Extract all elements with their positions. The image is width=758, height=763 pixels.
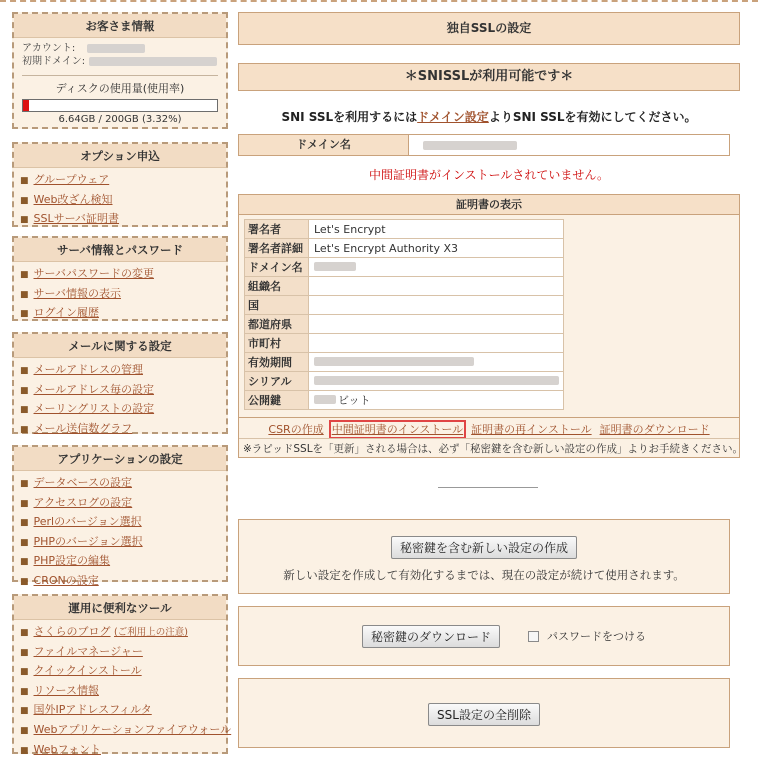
sidebar-item-mailing-list[interactable] — [20, 400, 226, 420]
options-panel — [12, 142, 228, 227]
redacted-value — [314, 376, 559, 385]
delete-all-ssl-button[interactable]: SSL設定の全削除 — [428, 703, 540, 726]
bullet-icon: ■ — [20, 518, 29, 529]
create-csr-link[interactable]: CSRの作成 — [268, 423, 324, 436]
sidebar-item-resource-info[interactable] — [20, 682, 226, 702]
bullet-icon: ■ — [20, 176, 29, 186]
tools-title: 運用に便利なツール — [14, 596, 226, 620]
server-info-title: サーバ情報とパスワード — [14, 238, 226, 262]
cert-field-value — [309, 258, 564, 277]
password-checkbox[interactable] — [528, 628, 646, 644]
divider — [22, 75, 218, 76]
sidebar-item-groupware[interactable] — [20, 171, 226, 191]
intermediate-cert-warning: 中間証明書がインストールされていません。 — [368, 168, 610, 182]
bullet-icon: ■ — [20, 215, 29, 226]
sidebar-item-perl-version[interactable] — [20, 513, 226, 533]
domain-name-redacted — [423, 141, 517, 150]
sidebar-link[interactable]: リソース情報 — [33, 683, 99, 697]
domain-name-value — [409, 135, 729, 155]
disk-usage-bar — [22, 99, 218, 112]
install-intermediate-cert-link[interactable]: 中間証明書のインストール — [331, 423, 464, 436]
sidebar-item-php-version[interactable] — [20, 533, 226, 553]
app-settings-title: アプリケーションの設定 — [14, 447, 226, 471]
sidebar-item-access-log[interactable] — [20, 494, 226, 514]
certificate-table — [244, 219, 564, 410]
table-row — [245, 296, 564, 315]
bullet-icon: ■ — [20, 366, 29, 376]
bullet-icon: ■ — [20, 667, 29, 678]
page-title: 独自SSLの設定 — [238, 12, 740, 45]
app-settings-panel — [12, 445, 228, 587]
bullet-icon: ■ — [20, 686, 29, 697]
sidebar-link[interactable]: Perlのバージョン選択 — [33, 515, 142, 529]
certificate-title: 証明書の表示 — [239, 195, 739, 215]
sidebar-item-server-info[interactable] — [20, 285, 226, 305]
download-key-panel — [238, 606, 730, 666]
redacted-value — [314, 357, 474, 366]
cert-field-label: 公開鍵 — [245, 391, 309, 410]
sidebar-link[interactable]: メール送信数グラフ — [33, 421, 133, 435]
bullet-icon: ■ — [20, 725, 29, 736]
sidebar-item-ip-filter[interactable] — [20, 701, 226, 721]
cert-field-value — [309, 315, 564, 334]
certificate-actions — [239, 417, 739, 437]
sidebar-item-waf[interactable] — [20, 721, 232, 741]
create-settings-description: 新しい設定を作成して有効化するまでは、現在の設定が続けて使用されます。 — [283, 568, 685, 582]
sidebar-link[interactable]: サーバ情報の表示 — [33, 286, 121, 300]
certificate-panel — [238, 194, 744, 458]
sidebar-item-ssl-certificate[interactable] — [20, 210, 226, 230]
cert-field-value — [309, 296, 564, 315]
sidebar-link[interactable]: データベースの設定 — [33, 476, 132, 489]
cert-field-value: Let's Encrypt Authority X3 — [309, 239, 564, 258]
cert-field-label: 有効期間 — [245, 353, 309, 372]
sni-msg-text: SNI SSLを利用するには — [281, 110, 418, 124]
cert-field-label: 署名者 — [245, 220, 309, 239]
bullet-icon: ■ — [20, 289, 29, 300]
table-row — [245, 220, 564, 239]
bullet-icon: ■ — [20, 537, 29, 548]
bullet-icon: ■ — [20, 405, 29, 416]
blog-usage-note-link[interactable]: (ご利用上の注意) — [114, 627, 188, 638]
cert-field-value — [309, 353, 564, 372]
bullet-icon: ■ — [20, 498, 29, 509]
redacted-value — [314, 262, 356, 271]
sni-ssl-message — [238, 108, 740, 125]
password-checkbox-label: パスワードをつける — [547, 630, 646, 643]
cert-field-label: 都道府県 — [245, 315, 309, 334]
bullet-icon: ■ — [20, 647, 29, 658]
tools-panel — [12, 594, 232, 756]
sidebar-link[interactable]: メーリングリストの設定 — [33, 402, 155, 416]
account-label: アカウント: — [22, 43, 76, 54]
section-divider — [438, 487, 538, 488]
create-new-settings-button[interactable]: 秘密鍵を含む新しい設定の作成 — [391, 536, 577, 559]
bullet-icon: ■ — [20, 309, 29, 320]
table-row — [245, 315, 564, 334]
table-row — [245, 334, 564, 353]
sidebar-link[interactable]: Web改ざん検知 — [33, 192, 113, 206]
sidebar-item-change-password[interactable] — [20, 265, 226, 285]
sidebar-link[interactable]: ログイン履歴 — [33, 306, 99, 320]
sidebar-link[interactable]: 国外IPアドレスフィルタ — [33, 703, 152, 717]
cert-field-label: 署名者詳細 — [245, 239, 309, 258]
bullet-icon: ■ — [20, 479, 29, 489]
cert-field-value — [309, 372, 564, 391]
sidebar-item-login-history[interactable] — [20, 304, 226, 324]
account-value-redacted — [87, 44, 145, 53]
domain-name-label: ドメイン名 — [239, 135, 409, 155]
sidebar-item-quick-install[interactable] — [20, 662, 226, 682]
delete-all-panel — [238, 678, 730, 748]
sidebar-item-web-tamper-detection[interactable] — [20, 191, 226, 211]
sni-msg-text: よりSNI SSLを有効にしてください。 — [488, 110, 697, 124]
sidebar-item-php-config[interactable] — [20, 552, 226, 572]
options-title: オプション申込 — [14, 144, 226, 168]
sidebar-link[interactable]: さくらのブログ — [33, 625, 111, 638]
rapid-ssl-note: ※ラピッドSSLを「更新」される場合は、必ず「秘密鍵を含む新しい設定の作成」よりお手続きください。 — [239, 438, 739, 456]
account-row — [22, 42, 218, 55]
sidebar-item-sakura-blog[interactable] — [20, 623, 226, 643]
cert-field-label: 市町村 — [245, 334, 309, 353]
cert-field-value — [309, 334, 564, 353]
disk-usage-label: ディスクの使用量(使用率) — [55, 82, 185, 95]
sidebar-item-database[interactable] — [20, 474, 226, 494]
sidebar-item-cron[interactable] — [20, 572, 226, 592]
disk-usage-value: 6.64GB / 200GB (3.32%) — [58, 114, 182, 125]
sidebar-link[interactable]: PHPのバージョン選択 — [33, 534, 143, 548]
sidebar-link[interactable]: SSLサーバ証明書 — [33, 212, 120, 226]
sidebar-item-mail-send-graph[interactable] — [20, 420, 226, 440]
sidebar-link[interactable]: クイックインストール — [33, 664, 142, 678]
bullet-icon: ■ — [20, 557, 29, 568]
cert-field-label: ドメイン名 — [245, 258, 309, 277]
top-dashed-border — [0, 0, 758, 2]
disk-usage-fill — [23, 100, 29, 111]
sidebar-link[interactable]: サーバパスワードの変更 — [33, 267, 154, 280]
cert-field-value — [309, 391, 564, 410]
mail-settings-panel — [12, 332, 228, 434]
initial-domain-label: 初期ドメイン: — [22, 56, 86, 67]
bullet-icon: ■ — [20, 424, 29, 435]
sidebar-link[interactable]: アクセスログの設定 — [33, 495, 133, 509]
redacted-value — [314, 395, 336, 404]
reinstall-cert-link[interactable]: 証明書の再インストール — [471, 423, 592, 436]
sidebar-link[interactable]: グループウェア — [33, 173, 110, 186]
bullet-icon: ■ — [20, 385, 29, 396]
mail-settings-title: メールに関する設定 — [14, 334, 226, 358]
bullet-icon: ■ — [20, 745, 29, 756]
cert-field-label: シリアル — [245, 372, 309, 391]
sidebar-link[interactable]: メールアドレスの管理 — [33, 363, 143, 376]
bullet-icon: ■ — [20, 576, 29, 587]
bullet-icon: ■ — [20, 270, 29, 280]
cert-field-label: 国 — [245, 296, 309, 315]
create-settings-panel — [238, 519, 730, 594]
sidebar-link[interactable]: Webアプリケーションファイアウォール — [33, 722, 232, 736]
domain-settings-link[interactable]: ドメイン設定 — [417, 110, 489, 124]
sidebar-link[interactable]: メールアドレス毎の設定 — [33, 382, 154, 396]
server-info-panel — [12, 236, 228, 321]
sni-ssl-banner: ＊SNISSLが利用可能です＊ — [238, 63, 740, 91]
table-row — [245, 391, 564, 410]
initial-domain-value-redacted — [89, 57, 217, 66]
download-cert-link[interactable]: 証明書のダウンロード — [599, 423, 710, 436]
sidebar-link[interactable]: PHP設定の編集 — [33, 554, 111, 568]
download-private-key-button[interactable]: 秘密鍵のダウンロード — [362, 625, 500, 648]
table-row — [245, 258, 564, 277]
cert-field-label: 組織名 — [245, 277, 309, 296]
sidebar-item-mail-address-manage[interactable] — [20, 361, 226, 381]
customer-info-title: お客さま情報 — [14, 14, 226, 38]
sidebar-link[interactable]: ファイルマネージャー — [33, 644, 143, 658]
public-key-unit: ビット — [338, 394, 371, 407]
bullet-icon: ■ — [20, 195, 29, 206]
checkbox-icon[interactable] — [528, 631, 539, 642]
domain-row — [22, 55, 218, 68]
sidebar-link[interactable]: CRONの設定 — [33, 573, 99, 587]
domain-name-row — [238, 134, 730, 156]
table-row — [245, 353, 564, 372]
sidebar-item-mail-address-settings[interactable] — [20, 381, 226, 401]
sidebar-item-file-manager[interactable] — [20, 643, 226, 663]
sidebar-link[interactable]: Webフォント — [33, 742, 101, 756]
customer-info-panel — [12, 12, 228, 129]
bullet-icon: ■ — [20, 706, 29, 717]
bullet-icon: ■ — [20, 628, 29, 638]
cert-field-value: Let's Encrypt — [309, 220, 564, 239]
cert-field-value — [309, 277, 564, 296]
table-row — [245, 239, 564, 258]
table-row — [245, 277, 564, 296]
sidebar-item-web-font[interactable] — [20, 741, 226, 761]
table-row — [245, 372, 564, 391]
